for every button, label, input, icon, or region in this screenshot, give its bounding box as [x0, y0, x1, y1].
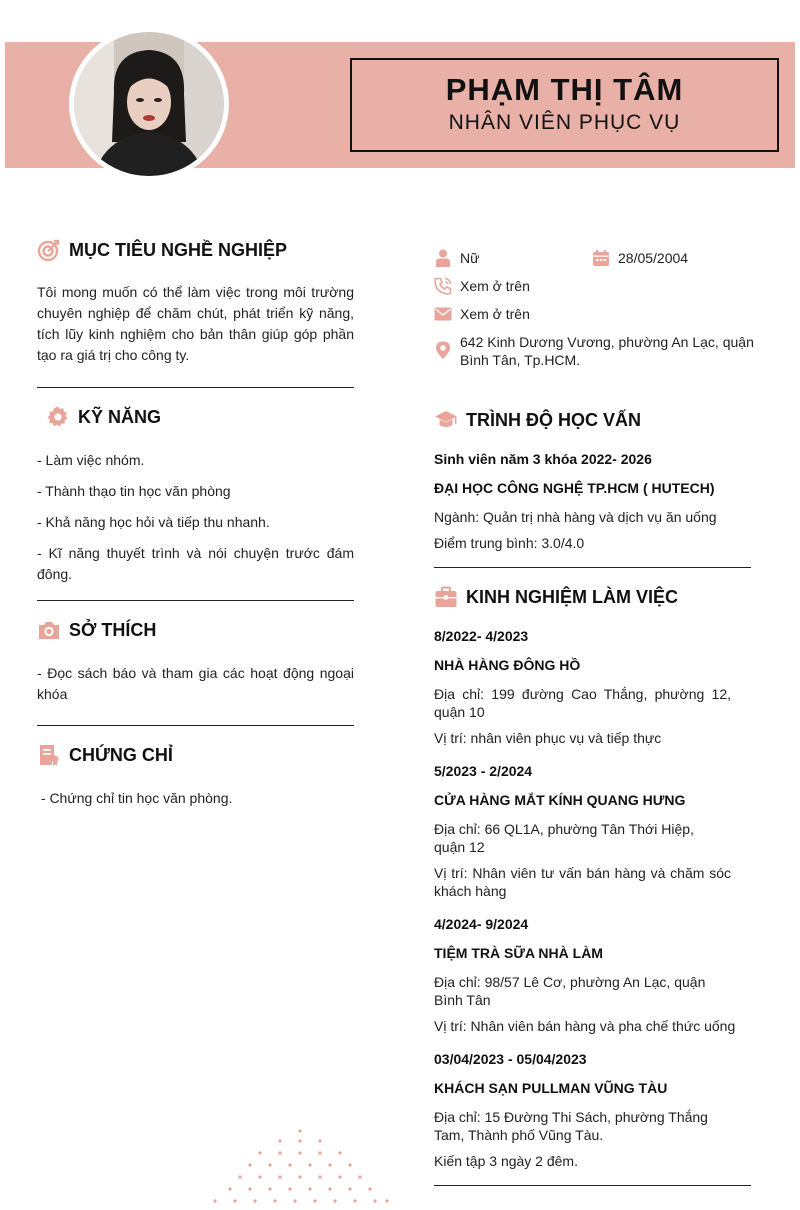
job-period: 5/2023 - 2/2024 — [434, 763, 533, 779]
certificates-text: - Chứng chỉ tin học văn phòng. — [37, 790, 233, 806]
person-icon — [434, 249, 452, 267]
avatar — [69, 27, 229, 181]
graduation-cap-icon — [434, 408, 458, 432]
location-pin-icon — [434, 341, 452, 359]
phone-row — [434, 277, 530, 295]
job-period: 8/2022- 4/2023 — [434, 628, 529, 644]
job-address: Địa chỉ: 199 đường Cao Thắng, phường 12, quận 10 — [434, 686, 731, 720]
job-role: Vị trí: Nhân viên tư vấn bán hàng và chăm sóc khách hàng — [434, 865, 731, 899]
birthdate-row — [592, 249, 688, 267]
education-school: ĐẠI HỌC CÔNG NGHỆ TP.HCM ( HUTECH) — [434, 480, 715, 496]
address-value: 642 Kinh Dương Vương, phường An Lạc, quận Bình Tân, Tp.HCM. — [460, 334, 754, 368]
objective-text: Tôi mong muốn có thể làm việc trong môi trường chuyên nghiệp để chăm chút, phát triển kỹ năng, tích lũy kinh nghiệm cho bản thân giúp góp phần tạo ra giá trị cho công ty. — [37, 284, 354, 363]
job-period: 4/2024- 9/2024 — [434, 916, 529, 932]
profile-photo — [74, 32, 224, 176]
job-company: TIỆM TRÀ SỮA NHÀ LÀM — [434, 945, 603, 961]
job-role: Vị trí: Nhân viên bán hàng và pha chế thức uống — [434, 1018, 736, 1034]
divider — [434, 567, 751, 568]
objective-heading-text: MỤC TIÊU NGHỀ NGHIỆP — [69, 239, 288, 260]
email-value: Xem ở trên — [460, 306, 530, 322]
objective-heading — [37, 238, 287, 262]
job-role: Vị trí: nhân viên phục vụ và tiếp thực — [434, 730, 662, 746]
skill-item: - Kĩ năng thuyết trình và nói chuyện trước đám đông. — [37, 545, 354, 582]
hobbies-heading-text: SỞ THÍCH — [69, 619, 157, 640]
camera-icon — [37, 618, 61, 642]
education-gpa: Điểm trung bình: 3.0/4.0 — [434, 535, 585, 551]
skill-item: - Khả năng học hỏi và tiếp thu nhanh. — [37, 514, 270, 530]
decorative-dots — [205, 1125, 395, 1210]
job-title: NHÂN VIÊN PHỤC VỤ — [448, 111, 681, 134]
gender-value: Nữ — [460, 250, 480, 266]
job-address: Địa chỉ: 15 Đường Thi Sách, phường Thắng Tam, Thành phố Vũng Tàu. — [434, 1109, 708, 1143]
gear-icon — [46, 405, 70, 429]
divider — [37, 387, 354, 388]
divider — [37, 725, 354, 726]
skill-item: - Thành thạo tin học văn phòng — [37, 483, 231, 499]
job-address: Địa chỉ: 66 QL1A, phường Tân Thới Hiệp, quận 12 — [434, 821, 694, 855]
phone-value: Xem ở trên — [460, 278, 530, 294]
hobbies-text: - Đọc sách báo và tham gia các hoạt động ngoại khóa — [37, 665, 354, 702]
mail-icon — [434, 305, 452, 323]
name-box — [350, 58, 779, 152]
birthdate-value: 28/05/2004 — [618, 250, 689, 266]
education-major: Ngành: Quản trị nhà hàng và dịch vụ ăn uống — [434, 509, 717, 525]
phone-icon — [434, 277, 452, 295]
experience-heading-text: KINH NGHIỆM LÀM VIỆC — [466, 586, 679, 607]
divider — [37, 600, 354, 601]
target-icon — [37, 238, 61, 262]
education-period: Sinh viên năm 3 khóa 2022- 2026 — [434, 451, 652, 467]
calendar-icon — [592, 249, 610, 267]
skill-item: - Làm việc nhóm. — [37, 452, 145, 468]
job-role: Kiến tập 3 ngày 2 đêm. — [434, 1153, 578, 1169]
skills-heading — [46, 405, 161, 429]
job-company: CỬA HÀNG MẮT KÍNH QUANG HƯNG — [434, 792, 686, 808]
certificate-icon — [37, 743, 61, 767]
job-company: KHÁCH SẠN PULLMAN VŨNG TÀU — [434, 1080, 668, 1096]
email-row — [434, 305, 530, 323]
divider — [434, 1185, 751, 1186]
portrait-image — [74, 32, 224, 176]
education-heading — [434, 408, 641, 432]
skills-heading-text: KỸ NĂNG — [78, 406, 162, 427]
job-address: Địa chỉ: 98/57 Lê Cơ, phường An Lạc, quận Bình Tân — [434, 974, 706, 1008]
hobbies-heading — [37, 618, 156, 642]
job-period: 03/04/2023 - 05/04/2023 — [434, 1051, 587, 1067]
job-company: NHÀ HÀNG ĐÔNG HỒ — [434, 657, 581, 673]
certificates-heading-text: CHỨNG CHỈ — [69, 744, 173, 765]
address-row — [434, 333, 754, 369]
full-name: PHẠM THỊ TÂM — [445, 72, 684, 107]
experience-heading — [434, 585, 678, 609]
certificates-heading — [37, 743, 173, 767]
education-heading-text: TRÌNH ĐỘ HỌC VẤN — [466, 409, 641, 430]
gender-row — [434, 249, 479, 267]
briefcase-icon — [434, 585, 458, 609]
